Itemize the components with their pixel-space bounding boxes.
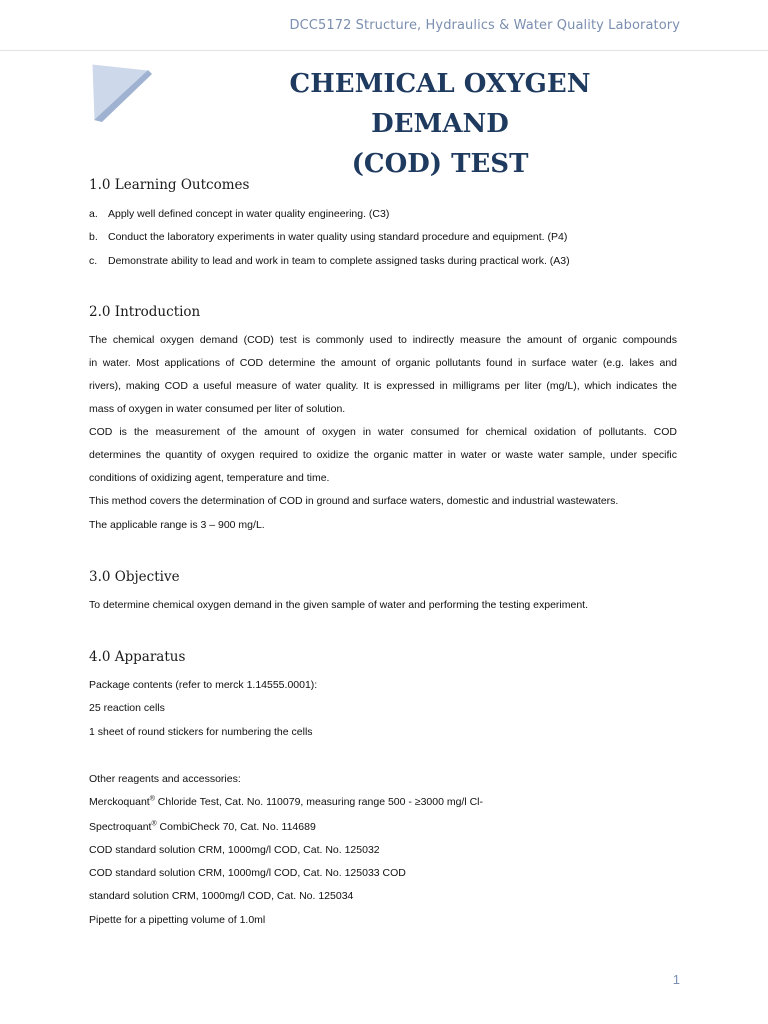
heading-learning-outcomes: 1.0 Learning Outcomes [89,177,250,193]
brand-name: Spectroquant [89,821,152,833]
heading-introduction: 2.0 Introduction [89,304,201,320]
page-corner-decoration [88,62,154,124]
item-description: CombiCheck 70, Cat. No. 114689 [156,821,316,833]
apparatus-line: 25 reaction cells [89,702,165,714]
paragraph-line: determines the quantity of oxygen required to oxidize the organic matter in water or waste water sample, under specific [89,449,677,461]
title-line-2: (COD) TEST [351,149,529,179]
paragraph-line: COD is the measurement of the amount of oxygen in water consumed for chemical oxidation of pollutants. COD [89,426,677,438]
paragraph-line: This method covers the determination of COD in ground and surface waters, domestic and industrial wastewaters. [89,495,619,507]
apparatus-line: COD standard solution CRM, 1000mg/l COD, Cat. No. 125032 [89,844,380,856]
paragraph-line: rivers), making COD a useful measure of water quality. It is expressed in milligrams per liter (mg/L), which indicates the [89,380,677,392]
apparatus-line [89,821,316,833]
running-header: DCC5172 Structure, Hydraulics & Water Quality Laboratory [289,18,680,33]
paragraph-line: in water. Most applications of COD determine the amount of organic pollutants found in surface water (e.g. lakes and [89,357,677,369]
objective-text: To determine chemical oxygen demand in the given sample of water and performing the testing experiment. [89,599,589,611]
paragraph-line: The applicable range is 3 – 900 mg/L. [89,519,265,531]
list-item [89,255,570,267]
list-marker: c. [89,255,98,267]
brand-name: Merckoquant [89,796,150,808]
list-marker: a. [89,208,98,220]
list-item-text: Demonstrate ability to lead and work in team to complete assigned tasks during practical work. (A3) [108,255,570,267]
apparatus-line: Package contents (refer to merck 1.14555.0001): [89,679,318,691]
registered-mark: ® [149,795,155,803]
page-number: 1 [672,972,680,987]
apparatus-line: standard solution CRM, 1000mg/l COD, Cat. No. 125034 [89,890,354,902]
apparatus-line: COD standard solution CRM, 1000mg/l COD, Cat. No. 125033 COD [89,867,406,879]
registered-mark: ® [151,820,157,828]
page-title [220,64,660,184]
accessories-heading: Other reagents and accessories: [89,773,241,785]
paragraph-line: conditions of oxidizing agent, temperature and time. [89,472,330,484]
apparatus-line: Pipette for a pipetting volume of 1.0ml [89,914,266,926]
paragraph-line: mass of oxygen in water consumed per liter of solution. [89,403,346,415]
heading-objective: 3.0 Objective [89,569,180,585]
paragraph-line: The chemical oxygen demand (COD) test is commonly used to indirectly measure the amount of organic compounds [89,334,677,346]
list-item [89,231,567,243]
list-item [89,208,389,220]
list-item-text: Apply well defined concept in water quality engineering. (C3) [108,208,390,220]
list-marker: b. [89,231,98,243]
apparatus-line [89,796,483,808]
title-line-1: CHEMICAL OXYGEN DEMAND [289,69,591,139]
heading-apparatus: 4.0 Apparatus [89,649,186,665]
item-description: Chloride Test, Cat. No. 110079, measuring range 500 - ≥3000 mg/l Cl- [154,796,484,808]
header-rule [0,50,768,51]
list-item-text: Conduct the laboratory experiments in water quality using standard procedure and equipment. (P4) [108,231,568,243]
apparatus-line: 1 sheet of round stickers for numbering the cells [89,726,313,738]
